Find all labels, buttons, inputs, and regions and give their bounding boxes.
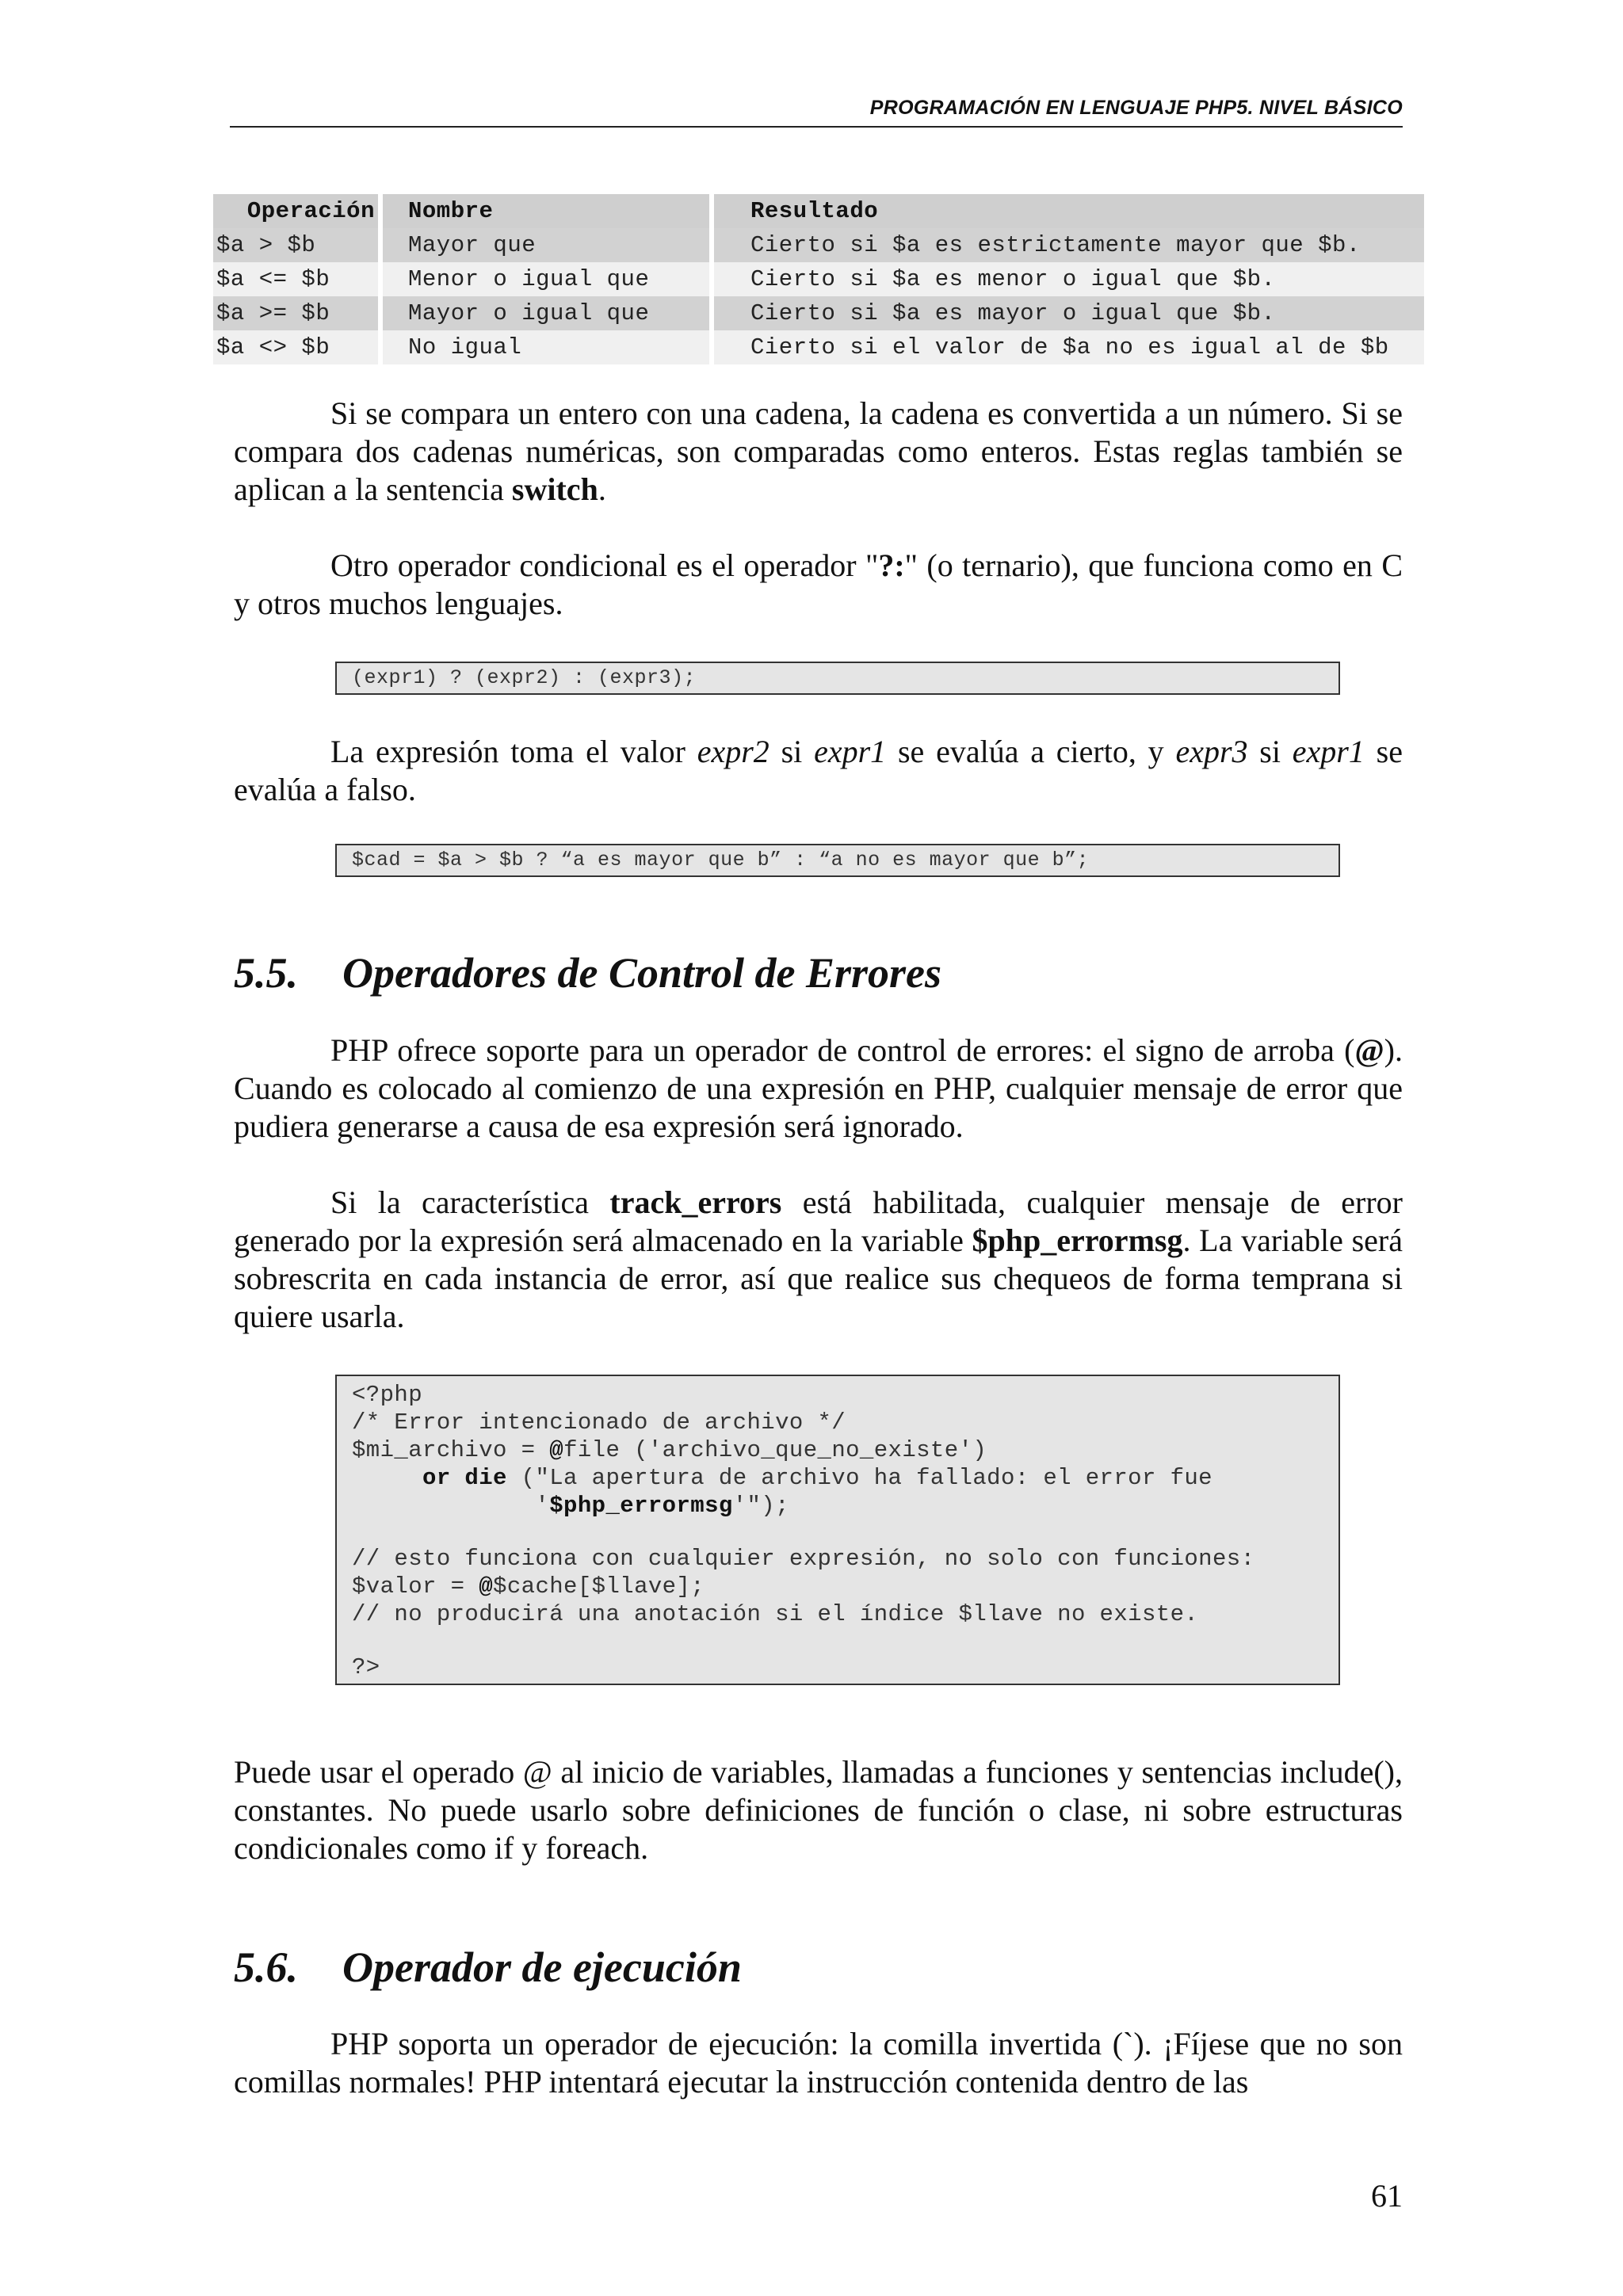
ternary-symbol: ?: <box>878 547 905 583</box>
code-line <box>352 1573 1338 1600</box>
code-line: ?> <box>352 1654 380 1680</box>
paragraph-text: . <box>598 471 606 507</box>
cell-name: Menor o igual que <box>383 262 709 296</box>
column-header-result: Resultado <box>714 194 1424 228</box>
table-header-row <box>213 194 1424 228</box>
keyword-track-errors: track_errors <box>609 1184 782 1220</box>
code-text: $mi_archivo = <box>352 1437 550 1463</box>
code-text: $valor = <box>352 1573 479 1600</box>
paragraph-text: PHP ofrece soporte para un operador de control de errores: el signo de arroba ( <box>330 1032 1355 1068</box>
keyword-switch: switch <box>511 471 598 507</box>
keyword-php-errormsg: $php_errormsg <box>972 1222 1183 1258</box>
paragraph-text: Si la característica <box>330 1184 610 1220</box>
section-title: Operador de ejecución <box>342 1943 742 1991</box>
section-heading-5-6 <box>234 1942 1403 1993</box>
paragraph-text: " (o ternario), que funciona como en C y otros muchos lenguajes. <box>234 547 1403 621</box>
column-header-operation: Operación <box>213 194 378 228</box>
code-text: ' <box>352 1493 550 1519</box>
paragraph-text: La expresión toma el valor <box>330 734 697 769</box>
code-box-ternary-example <box>335 844 1340 877</box>
table-row <box>213 262 1424 296</box>
italic-term: expr1 <box>1292 734 1365 769</box>
header-rule <box>230 126 1403 128</box>
code-line: $cad = $a > $b ? “a es mayor que b” : “a no es mayor que b”; <box>352 849 1090 871</box>
paragraph-track-errors <box>234 1184 1403 1336</box>
column-header-name: Nombre <box>383 194 709 228</box>
paragraph-text: ). Cuando es colocado al comienzo de una expresión en PHP, cualquier mensaje de error que pudiera generarse a causa de esa expresión será ignorado. <box>234 1032 1403 1144</box>
paragraph-text: Si se compara un entero con una cadena, la cadena es convertida a un número. Si se compara dos cadenas numéricas, son comparadas como enteros. Estas reglas también se aplican a la sentencia <box>234 395 1403 507</box>
code-line: <?php <box>352 1382 423 1408</box>
cell-operation: $a >= $b <box>213 296 378 330</box>
code-blank-line <box>352 1520 1338 1545</box>
code-line <box>352 1436 1338 1464</box>
paragraph-text: . La variable será sobrescrita en cada instancia de error, así que realice sus chequeos de forma temprana si quiere usarla. <box>234 1222 1403 1334</box>
paragraph-type-comparison <box>234 395 1403 509</box>
paragraph-ternary-operator <box>234 547 1403 623</box>
section-number: 5.5. <box>234 949 298 997</box>
table-row <box>213 228 1424 262</box>
code-text: ("La apertura de archivo ha fallado: el error fue <box>506 1465 1212 1491</box>
paragraph-text: Otro operador condicional es el operador " <box>330 547 879 583</box>
code-blank-line <box>352 1628 1338 1653</box>
code-line: // esto funciona con cualquier expresión, no solo con funciones: <box>352 1546 1255 1572</box>
running-header: PROGRAMACIÓN EN LENGUAJE PHP5. NIVEL BÁSICO <box>869 97 1403 119</box>
paragraph-text: está habilitada, cualquier mensaje de error generado por la expresión será almacenado en la variable <box>234 1184 1403 1258</box>
cell-result: Cierto si $a es estrictamente mayor que $b. <box>714 228 1424 262</box>
section-heading-5-5 <box>234 948 1403 998</box>
cell-name: Mayor o igual que <box>383 296 709 330</box>
at-symbol: @ <box>1354 1032 1384 1068</box>
cell-name: No igual <box>383 330 709 364</box>
paragraph-ternary-explanation <box>234 733 1403 809</box>
at-operator: @ <box>549 1437 564 1463</box>
cell-name: Mayor que <box>383 228 709 262</box>
code-text: '"); <box>732 1493 789 1519</box>
italic-term: expr3 <box>1175 734 1248 769</box>
paragraph-text: se evalúa a falso. <box>234 734 1403 807</box>
paragraph-execution-operator: PHP soporta un operador de ejecución: la comilla invertida (`). ¡Fíjese que no son comillas normales! PHP intentará ejecutar la instrucción contenida dentro de las <box>234 2026 1403 2100</box>
keyword-php-errormsg: $php_errormsg <box>549 1493 733 1519</box>
code-line <box>352 1492 1338 1520</box>
code-line: // no producirá una anotación si el índice $llave no existe. <box>352 1601 1199 1627</box>
table-row <box>213 330 1424 364</box>
paragraph-text: si <box>1247 734 1293 769</box>
cell-result: Cierto si $a es menor o igual que $b. <box>714 262 1424 296</box>
italic-term: expr1 <box>814 734 887 769</box>
paragraph-error-control <box>234 1032 1403 1146</box>
cell-result: Cierto si $a es mayor o igual que $b. <box>714 296 1424 330</box>
code-box-error-example <box>335 1375 1340 1685</box>
keyword-or-die: or die <box>422 1465 507 1491</box>
italic-term: expr2 <box>697 734 769 769</box>
page-number: 61 <box>1371 2178 1403 2214</box>
section-number: 5.6. <box>234 1943 298 1991</box>
section-title: Operadores de Control de Errores <box>342 949 942 997</box>
code-line: (expr1) ? (expr2) : (expr3); <box>352 666 697 689</box>
code-line: /* Error intencionado de archivo */ <box>352 1409 846 1436</box>
comparison-operators-table <box>208 194 1429 364</box>
cell-operation: $a <> $b <box>213 330 378 364</box>
cell-result: Cierto si el valor de $a no es igual al de $b <box>714 330 1424 364</box>
code-text <box>352 1465 422 1491</box>
code-line <box>352 1464 1338 1492</box>
paragraph-text: si <box>769 734 815 769</box>
paragraph-text: se evalúa a cierto, y <box>886 734 1176 769</box>
code-text: file ('archivo_que_no_existe') <box>563 1437 987 1463</box>
cell-operation: $a <= $b <box>213 262 378 296</box>
cell-operation: $a > $b <box>213 228 378 262</box>
at-operator: @ <box>479 1573 494 1600</box>
paragraph-at-usage: Puede usar el operado @ al inicio de variables, llamadas a funciones y sentencias include(), constantes. No puede usarlo sobre definiciones de función o clase, ni sobre estructuras condicionales como if y foreach. <box>234 1754 1403 1866</box>
code-box-ternary-syntax <box>335 662 1340 695</box>
table-row <box>213 296 1424 330</box>
code-text: $cache[$llave]; <box>493 1573 705 1600</box>
